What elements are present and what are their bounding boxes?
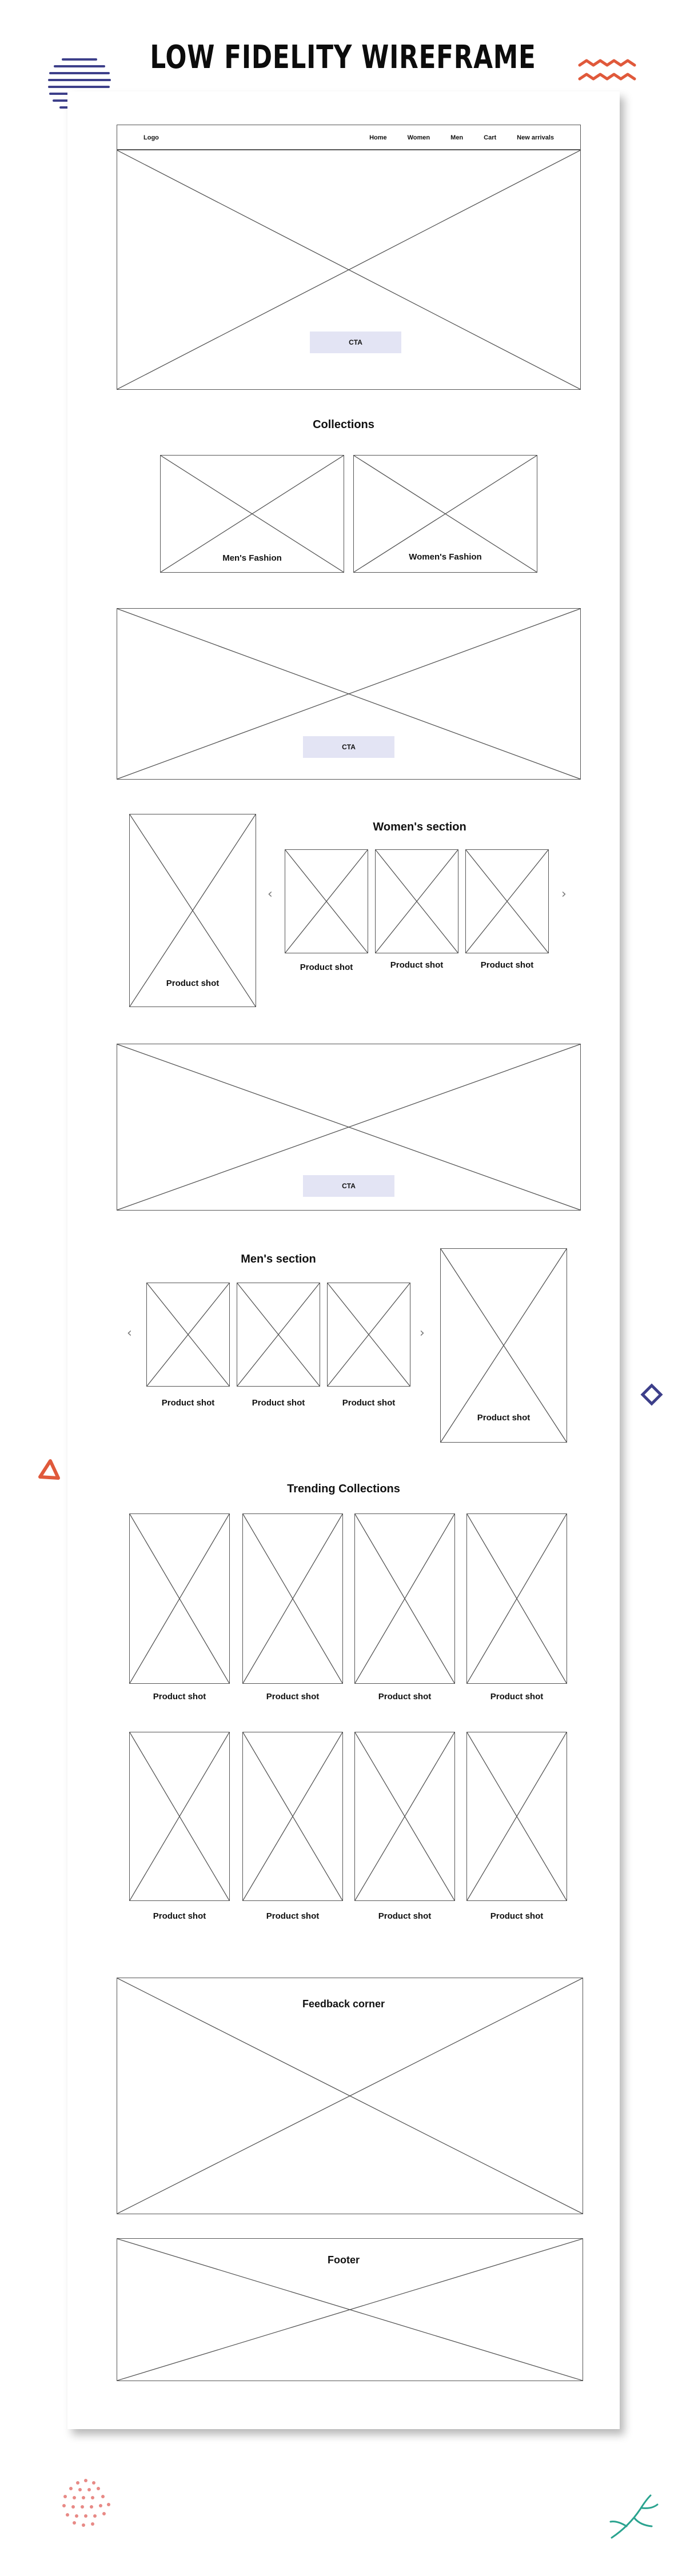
womens-product-card[interactable]	[285, 849, 368, 953]
womens-product-label: Product shot	[477, 960, 537, 970]
placeholder-cross	[130, 814, 256, 1007]
hero-banner	[117, 150, 581, 390]
womens-product-card[interactable]	[465, 849, 549, 953]
placeholder-cross	[237, 1283, 320, 1386]
womens-product-label: Product shot	[386, 960, 447, 970]
trending-product-label: Product shot	[374, 1692, 435, 1702]
triangle-decoration	[37, 1456, 62, 1481]
trending-product-card[interactable]	[129, 1513, 230, 1684]
placeholder-cross	[130, 1732, 229, 1900]
placeholder-cross	[467, 1514, 567, 1683]
trending-product-card[interactable]	[242, 1732, 343, 1901]
trending-product-card[interactable]	[242, 1513, 343, 1684]
nav-link-new-arrivals[interactable]: New arrivals	[517, 134, 554, 141]
logo[interactable]: Logo	[143, 134, 159, 141]
feedback-heading: Feedback corner	[295, 1998, 392, 2010]
mens-product-label: Product shot	[158, 1398, 218, 1408]
trending-product-card[interactable]	[466, 1732, 567, 1901]
trending-product-card[interactable]	[354, 1513, 455, 1684]
trending-product-card[interactable]	[466, 1513, 567, 1684]
page-title: LOW FIDELITY WIREFRAME	[150, 39, 536, 76]
mens-section-heading: Men's section	[241, 1253, 316, 1265]
wireframe-sheet	[67, 91, 620, 2429]
placeholder-cross	[328, 1283, 410, 1386]
navigation-bar	[117, 125, 581, 150]
nav-link-women[interactable]: Women	[407, 134, 430, 141]
mens-feature-label: Product shot	[473, 1413, 534, 1423]
banner2-cta-button[interactable]: CTA	[303, 736, 394, 758]
placeholder-cross	[117, 1978, 583, 2214]
trending-product-card[interactable]	[129, 1732, 230, 1901]
placeholder-cross	[147, 1283, 229, 1386]
diamond-decoration	[640, 1383, 663, 1406]
nav-link-men[interactable]: Men	[450, 134, 464, 141]
branch-decoration	[606, 2492, 663, 2543]
womens-product-label: Product shot	[296, 962, 357, 972]
mens-product-card[interactable]	[327, 1283, 410, 1387]
mens-product-card[interactable]	[146, 1283, 230, 1387]
nav-links	[369, 134, 554, 141]
womens-section-heading: Women's section	[373, 821, 466, 833]
womens-feature-label: Product shot	[162, 979, 223, 988]
trending-heading: Trending Collections	[287, 1483, 400, 1495]
collection-label-mens: Men's Fashion	[217, 553, 287, 563]
feedback-corner-section	[117, 1978, 583, 2214]
mens-product-label: Product shot	[338, 1398, 399, 1408]
trending-product-card[interactable]	[354, 1732, 455, 1901]
collection-label-womens: Women's Fashion	[404, 552, 487, 562]
banner3-cta-button[interactable]: CTA	[303, 1175, 394, 1197]
chevron-right-icon[interactable]: ›	[420, 1326, 425, 1340]
trending-product-label: Product shot	[262, 1911, 323, 1921]
chevron-right-icon[interactable]: ›	[561, 887, 567, 901]
trending-product-label: Product shot	[486, 1692, 547, 1702]
chevron-left-icon[interactable]: ‹	[127, 1326, 132, 1340]
hero-cta-button[interactable]: CTA	[310, 332, 401, 353]
trending-product-label: Product shot	[486, 1911, 547, 1921]
nav-link-cart[interactable]: Cart	[484, 134, 497, 141]
placeholder-cross	[467, 1732, 567, 1900]
footer-heading: Footer	[322, 2254, 365, 2266]
mens-product-label: Product shot	[248, 1398, 309, 1408]
mens-product-card[interactable]	[237, 1283, 320, 1387]
collections-heading: Collections	[313, 418, 374, 431]
placeholder-cross	[130, 1514, 229, 1683]
placeholder-cross	[376, 850, 458, 953]
trending-product-label: Product shot	[262, 1692, 323, 1702]
trending-product-label: Product shot	[374, 1911, 435, 1921]
trending-product-label: Product shot	[149, 1911, 210, 1921]
placeholder-cross	[355, 1514, 454, 1683]
placeholder-cross	[117, 150, 580, 389]
trending-product-label: Product shot	[149, 1692, 210, 1702]
nav-link-home[interactable]: Home	[369, 134, 387, 141]
placeholder-cross	[285, 850, 368, 953]
placeholder-cross	[243, 1514, 342, 1683]
dotted-circle-decoration	[57, 2475, 114, 2532]
placeholder-cross	[355, 1732, 454, 1900]
placeholder-cross	[466, 850, 548, 953]
chevron-left-icon[interactable]: ‹	[268, 887, 273, 901]
womens-product-card[interactable]	[375, 849, 458, 953]
placeholder-cross	[243, 1732, 342, 1900]
